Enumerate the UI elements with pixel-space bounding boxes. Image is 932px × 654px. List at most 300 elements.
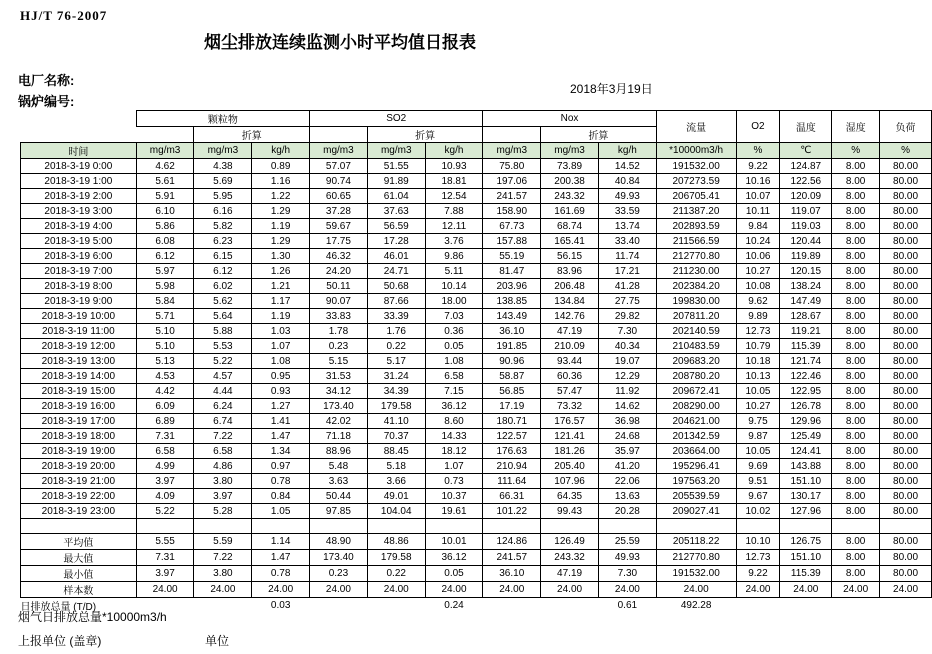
cell-nox-kgh: 29.82: [598, 309, 656, 324]
cell-so2-kgh: 0.73: [425, 474, 483, 489]
cell-temp: 119.03: [780, 219, 832, 234]
cell-load: 80.00: [880, 309, 932, 324]
cell-temp: 126.78: [780, 399, 832, 414]
cell-pm-kgh: 0.84: [252, 489, 310, 504]
cell-o2: 9.84: [736, 219, 780, 234]
cell-time: 2018-3-19 17:00: [21, 414, 137, 429]
table-row: [21, 369, 932, 384]
cell-hum: 8.00: [832, 204, 880, 219]
cell-nox-conv: 73.32: [541, 399, 599, 414]
cell-pm-conv: 6.74: [194, 414, 252, 429]
cell-temp: 147.49: [780, 294, 832, 309]
cell-time: 2018-3-19 2:00: [21, 189, 137, 204]
cell-hum: 8.00: [832, 414, 880, 429]
cell-time: 2018-3-19 21:00: [21, 474, 137, 489]
header-row-group: [21, 111, 932, 127]
cell-pm-conv: 6.24: [194, 399, 252, 414]
cell-pm-kgh: 1.08: [252, 354, 310, 369]
cell-pm-conv: 5.28: [194, 504, 252, 519]
cell-load: 80.00: [880, 384, 932, 399]
gas-daily-total-label: 烟气日排放总量*10000m3/h: [18, 610, 167, 624]
header-o2: O2: [736, 111, 780, 143]
cell-load: 80.00: [880, 369, 932, 384]
cell-pm-kgh: 0.78: [252, 474, 310, 489]
cell-pm-conv: 4.57: [194, 369, 252, 384]
unit-so2-mgm3: mg/m3: [310, 143, 368, 159]
daily-total-blank: [832, 598, 880, 614]
table-row: [21, 174, 932, 189]
cell-nox-conv: 205.40: [541, 459, 599, 474]
spacer-cell: [880, 519, 932, 534]
cell-pm-conv: 4.38: [194, 159, 252, 174]
cell-o2: 10.27: [736, 264, 780, 279]
daily-total-pm: 0.03: [270, 600, 291, 611]
cell-nox-conv: 243.32: [541, 189, 599, 204]
cell-flow: 195296.41: [656, 459, 736, 474]
cell-pm: 3.97: [136, 474, 194, 489]
cell-hum: 8.00: [832, 489, 880, 504]
cell-so2-conv: 37.63: [367, 204, 425, 219]
cell-nox-conv: 161.69: [541, 204, 599, 219]
cell-temp: 120.44: [780, 234, 832, 249]
cell-pm-conv: 7.22: [194, 550, 252, 566]
cell-nox: 143.49: [483, 309, 541, 324]
cell-pm: 24.00: [136, 582, 194, 598]
cell-pm-conv: 5.62: [194, 294, 252, 309]
summary-label: 最大值: [21, 550, 137, 566]
cell-nox-conv: 93.44: [541, 354, 599, 369]
cell-so2-kgh: 7.03: [425, 309, 483, 324]
cell-nox-kgh: 35.97: [598, 444, 656, 459]
spacer-cell: [136, 519, 194, 534]
header-so2: SO2: [310, 111, 483, 127]
cell-nox: 56.85: [483, 384, 541, 399]
table-row: [21, 264, 932, 279]
cell-o2: 10.27: [736, 399, 780, 414]
cell-hum: 8.00: [832, 189, 880, 204]
cell-load: 80.00: [880, 219, 932, 234]
cell-nox: 67.73: [483, 219, 541, 234]
table-row: [21, 459, 932, 474]
cell-flow: 212770.80: [656, 249, 736, 264]
cell-nox-conv: 47.19: [541, 566, 599, 582]
cell-pm: 5.97: [136, 264, 194, 279]
cell-nox: 17.19: [483, 399, 541, 414]
cell-so2-kgh: 5.11: [425, 264, 483, 279]
cell-so2-kgh: 10.14: [425, 279, 483, 294]
cell-nox: 122.57: [483, 429, 541, 444]
table-row: [21, 429, 932, 444]
cell-pm-conv: 5.59: [194, 534, 252, 550]
cell-pm: 6.58: [136, 444, 194, 459]
cell-time: 2018-3-19 12:00: [21, 339, 137, 354]
cell-so2-kgh: 6.58: [425, 369, 483, 384]
cell-flow: 205539.59: [656, 489, 736, 504]
cell-load: 80.00: [880, 429, 932, 444]
table-row: [21, 249, 932, 264]
cell-temp: 115.39: [780, 339, 832, 354]
cell-pm-kgh: 1.05: [252, 504, 310, 519]
unit-load: %: [880, 143, 932, 159]
spacer-cell: [483, 519, 541, 534]
cell-nox: 36.10: [483, 324, 541, 339]
cell-o2: 10.16: [736, 174, 780, 189]
cell-flow: 209027.41: [656, 504, 736, 519]
cell-flow: 206705.41: [656, 189, 736, 204]
cell-pm-kgh: 1.27: [252, 399, 310, 414]
report-date: 2018年3月19日: [570, 82, 653, 96]
cell-nox: 241.57: [483, 550, 541, 566]
page-title: 烟尘排放连续监测小时平均值日报表: [204, 33, 476, 53]
cell-so2: 24.00: [310, 582, 368, 598]
table-row: [21, 324, 932, 339]
cell-temp: 151.10: [780, 474, 832, 489]
cell-pm: 5.55: [136, 534, 194, 550]
cell-nox-conv: 83.96: [541, 264, 599, 279]
unit-humidity: %: [832, 143, 880, 159]
cell-time: 2018-3-19 6:00: [21, 249, 137, 264]
cell-o2: 9.75: [736, 414, 780, 429]
cell-so2: 1.78: [310, 324, 368, 339]
cell-nox-conv: 134.84: [541, 294, 599, 309]
cell-pm-kgh: 1.30: [252, 249, 310, 264]
cell-so2: 3.63: [310, 474, 368, 489]
cell-nox: 210.94: [483, 459, 541, 474]
unit-pm-kgh: kg/h: [252, 143, 310, 159]
cell-o2: 10.24: [736, 234, 780, 249]
cell-pm-conv: 6.58: [194, 444, 252, 459]
cell-temp: 124.41: [780, 444, 832, 459]
cell-nox-kgh: 20.28: [598, 504, 656, 519]
cell-temp: 138.24: [780, 279, 832, 294]
cell-time: 2018-3-19 13:00: [21, 354, 137, 369]
daily-total-blank: [310, 598, 368, 614]
cell-so2-conv: 0.22: [367, 566, 425, 582]
cell-nox-kgh: 11.74: [598, 249, 656, 264]
cell-so2-conv: 56.59: [367, 219, 425, 234]
unit-pm-conv-mgm3: mg/m3: [194, 143, 252, 159]
cell-pm: 6.08: [136, 234, 194, 249]
cell-pm-kgh: 1.41: [252, 414, 310, 429]
cell-nox-conv: 142.76: [541, 309, 599, 324]
cell-temp: 121.74: [780, 354, 832, 369]
cell-pm-conv: 5.88: [194, 324, 252, 339]
cell-pm-kgh: 0.78: [252, 566, 310, 582]
cell-nox: 241.57: [483, 189, 541, 204]
cell-pm-conv: 5.95: [194, 189, 252, 204]
cell-pm-kgh: 1.34: [252, 444, 310, 459]
cell-pm: 6.09: [136, 399, 194, 414]
cell-hum: 8.00: [832, 264, 880, 279]
cell-o2: 9.67: [736, 489, 780, 504]
cell-temp: 124.87: [780, 159, 832, 174]
cell-temp: 122.46: [780, 369, 832, 384]
header-pm-converted: 折算: [194, 127, 310, 143]
cell-nox-conv: 181.26: [541, 444, 599, 459]
cell-o2: 10.18: [736, 354, 780, 369]
cell-hum: 8.00: [832, 324, 880, 339]
cell-so2-kgh: 24.00: [425, 582, 483, 598]
cell-nox-conv: 57.47: [541, 384, 599, 399]
cell-nox: 158.90: [483, 204, 541, 219]
cell-nox-kgh: 41.28: [598, 279, 656, 294]
cell-flow: 210483.59: [656, 339, 736, 354]
cell-nox: 157.88: [483, 234, 541, 249]
cell-load: 80.00: [880, 339, 932, 354]
cell-nox-kgh: 7.30: [598, 566, 656, 582]
cell-o2: 9.22: [736, 159, 780, 174]
header-so2-converted: 折算: [367, 127, 483, 143]
cell-load: 80.00: [880, 489, 932, 504]
cell-nox-kgh: 40.84: [598, 174, 656, 189]
cell-nox: 180.71: [483, 414, 541, 429]
cell-pm-conv: 5.64: [194, 309, 252, 324]
cell-nox-conv: 121.41: [541, 429, 599, 444]
cell-o2: 10.79: [736, 339, 780, 354]
cell-nox: 191.85: [483, 339, 541, 354]
cell-pm-conv: 4.86: [194, 459, 252, 474]
cell-pm: 5.91: [136, 189, 194, 204]
daily-total-blank: [483, 598, 541, 614]
cell-nox-kgh: 49.93: [598, 189, 656, 204]
cell-hum: 8.00: [832, 294, 880, 309]
spacer-cell: [656, 519, 736, 534]
cell-time: 2018-3-19 19:00: [21, 444, 137, 459]
cell-so2-conv: 24.00: [367, 582, 425, 598]
cell-nox: 90.96: [483, 354, 541, 369]
cell-flow: 211387.20: [656, 204, 736, 219]
cell-nox-kgh: 25.59: [598, 534, 656, 550]
daily-total-so2: 0.24: [444, 600, 464, 611]
cell-nox: 197.06: [483, 174, 541, 189]
cell-so2: 5.15: [310, 354, 368, 369]
cell-o2: 9.69: [736, 459, 780, 474]
cell-so2: 42.02: [310, 414, 368, 429]
cell-pm: 6.12: [136, 249, 194, 264]
table-row: [21, 294, 932, 309]
cell-nox: 75.80: [483, 159, 541, 174]
cell-load: 80.00: [880, 534, 932, 550]
cell-pm-kgh: 1.26: [252, 264, 310, 279]
cell-nox-kgh: 17.21: [598, 264, 656, 279]
cell-pm-kgh: 1.19: [252, 219, 310, 234]
cell-o2: 9.62: [736, 294, 780, 309]
cell-so2: 90.74: [310, 174, 368, 189]
cell-pm-conv: 3.80: [194, 566, 252, 582]
cell-so2-kgh: 19.61: [425, 504, 483, 519]
cell-so2: 34.12: [310, 384, 368, 399]
cell-so2-conv: 31.24: [367, 369, 425, 384]
header-time: 时间: [21, 143, 137, 159]
unit-so2-conv-mgm3: mg/m3: [367, 143, 425, 159]
cell-load: 24.00: [880, 582, 932, 598]
cell-temp: 122.95: [780, 384, 832, 399]
cell-so2-kgh: 36.12: [425, 550, 483, 566]
cell-nox-conv: 126.49: [541, 534, 599, 550]
summary-label: 样本数: [21, 582, 137, 598]
table-row: [21, 219, 932, 234]
cell-flow: 209683.20: [656, 354, 736, 369]
header-temperature: 温度: [780, 111, 832, 143]
cell-pm-kgh: 1.17: [252, 294, 310, 309]
cell-temp: 143.88: [780, 459, 832, 474]
hourly-average-report-table: [20, 110, 932, 613]
cell-so2: 57.07: [310, 159, 368, 174]
cell-so2-conv: 3.66: [367, 474, 425, 489]
cell-nox-conv: 47.19: [541, 324, 599, 339]
cell-pm-kgh: 1.14: [252, 534, 310, 550]
cell-flow: 209672.41: [656, 384, 736, 399]
unit-nox-kgh: kg/h: [598, 143, 656, 159]
cell-so2-kgh: 8.60: [425, 414, 483, 429]
table-row: [21, 384, 932, 399]
cell-o2: 10.07: [736, 189, 780, 204]
cell-pm-conv: 3.97: [194, 489, 252, 504]
table-row: [21, 279, 932, 294]
cell-so2-conv: 104.04: [367, 504, 425, 519]
cell-temp: 119.21: [780, 324, 832, 339]
cell-time: 2018-3-19 5:00: [21, 234, 137, 249]
spacer-cell: [367, 519, 425, 534]
cell-flow: 204621.00: [656, 414, 736, 429]
cell-pm: 5.13: [136, 354, 194, 369]
cell-time: 2018-3-19 15:00: [21, 384, 137, 399]
cell-hum: 8.00: [832, 459, 880, 474]
unit-nox-mgm3: mg/m3: [483, 143, 541, 159]
cell-load: 80.00: [880, 354, 932, 369]
cell-flow: 191532.00: [656, 159, 736, 174]
cell-load: 80.00: [880, 159, 932, 174]
cell-time: 2018-3-19 9:00: [21, 294, 137, 309]
spacer-cell: [252, 519, 310, 534]
cell-o2: 10.13: [736, 369, 780, 384]
spacer-cell: [832, 519, 880, 534]
cell-so2-kgh: 18.00: [425, 294, 483, 309]
cell-pm-conv: 7.22: [194, 429, 252, 444]
cell-hum: 8.00: [832, 354, 880, 369]
cell-flow: 197563.20: [656, 474, 736, 489]
cell-time: 2018-3-19 4:00: [21, 219, 137, 234]
cell-so2-conv: 51.55: [367, 159, 425, 174]
cell-so2-conv: 5.17: [367, 354, 425, 369]
cell-flow: 201342.59: [656, 429, 736, 444]
table-row: [21, 489, 932, 504]
cell-hum: 8.00: [832, 309, 880, 324]
table-row: [21, 204, 932, 219]
table-row: [21, 444, 932, 459]
cell-pm-kgh: 1.19: [252, 309, 310, 324]
unit-temperature: ℃: [780, 143, 832, 159]
cell-load: 80.00: [880, 174, 932, 189]
header-pm: 颗粒物: [136, 111, 309, 127]
cell-so2-conv: 0.22: [367, 339, 425, 354]
summary-label: 平均值: [21, 534, 137, 550]
cell-load: 80.00: [880, 279, 932, 294]
cell-hum: 8.00: [832, 444, 880, 459]
cell-so2-conv: 88.45: [367, 444, 425, 459]
cell-nox-kgh: 22.06: [598, 474, 656, 489]
cell-so2: 50.44: [310, 489, 368, 504]
cell-so2-conv: 87.66: [367, 294, 425, 309]
cell-so2-kgh: 14.33: [425, 429, 483, 444]
cell-nox-conv: 176.57: [541, 414, 599, 429]
cell-pm-kgh: 0.95: [252, 369, 310, 384]
cell-nox-conv: 99.43: [541, 504, 599, 519]
cell-so2-conv: 5.18: [367, 459, 425, 474]
cell-pm: 6.10: [136, 204, 194, 219]
cell-pm: 5.10: [136, 339, 194, 354]
cell-pm: 4.53: [136, 369, 194, 384]
cell-nox: 24.00: [483, 582, 541, 598]
plant-name-label: 电厂名称:: [18, 73, 75, 88]
cell-hum: 8.00: [832, 369, 880, 384]
cell-nox-conv: 68.74: [541, 219, 599, 234]
cell-load: 80.00: [880, 294, 932, 309]
cell-temp: 120.15: [780, 264, 832, 279]
cell-time: 2018-3-19 14:00: [21, 369, 137, 384]
cell-so2-kgh: 36.12: [425, 399, 483, 414]
table-row: [21, 339, 932, 354]
cell-nox-kgh: 12.29: [598, 369, 656, 384]
header-nox-converted: 折算: [541, 127, 657, 143]
header-humidity: 湿度: [832, 111, 880, 143]
table-row: [21, 399, 932, 414]
summary-row-min: [21, 566, 932, 582]
cell-hum: 8.00: [832, 474, 880, 489]
standard-code: HJ/T 76-2007: [20, 8, 108, 23]
cell-so2-kgh: 18.81: [425, 174, 483, 189]
cell-temp: 151.10: [780, 550, 832, 566]
cell-nox-kgh: 36.98: [598, 414, 656, 429]
cell-so2-kgh: 9.86: [425, 249, 483, 264]
table-row: [21, 189, 932, 204]
cell-nox-kgh: 13.74: [598, 219, 656, 234]
cell-flow: 202384.20: [656, 279, 736, 294]
cell-pm-conv: 6.15: [194, 249, 252, 264]
cell-flow: 208290.00: [656, 399, 736, 414]
cell-nox-kgh: 24.00: [598, 582, 656, 598]
cell-temp: 119.89: [780, 249, 832, 264]
cell-o2: 9.87: [736, 429, 780, 444]
cell-pm-conv: 5.53: [194, 339, 252, 354]
cell-pm: 7.31: [136, 550, 194, 566]
cell-o2: 9.89: [736, 309, 780, 324]
cell-load: 80.00: [880, 444, 932, 459]
cell-flow: 212770.80: [656, 550, 736, 566]
spacer-cell: [21, 519, 137, 534]
summary-row-average: [21, 534, 932, 550]
cell-so2-kgh: 1.07: [425, 459, 483, 474]
cell-hum: 8.00: [832, 504, 880, 519]
cell-hum: 8.00: [832, 159, 880, 174]
cell-o2: 9.51: [736, 474, 780, 489]
cell-load: 80.00: [880, 414, 932, 429]
cell-temp: 128.67: [780, 309, 832, 324]
cell-so2-conv: 34.39: [367, 384, 425, 399]
cell-flow: 205118.22: [656, 534, 736, 550]
cell-nox-kgh: 14.52: [598, 159, 656, 174]
table-row: [21, 354, 932, 369]
cell-pm: 5.98: [136, 279, 194, 294]
cell-nox-conv: 56.15: [541, 249, 599, 264]
cell-nox-conv: 165.41: [541, 234, 599, 249]
cell-temp: 115.39: [780, 566, 832, 582]
spacer-cell: [780, 519, 832, 534]
cell-pm-kgh: 0.93: [252, 384, 310, 399]
cell-hum: 8.00: [832, 429, 880, 444]
cell-time: 2018-3-19 7:00: [21, 264, 137, 279]
cell-time: 2018-3-19 18:00: [21, 429, 137, 444]
